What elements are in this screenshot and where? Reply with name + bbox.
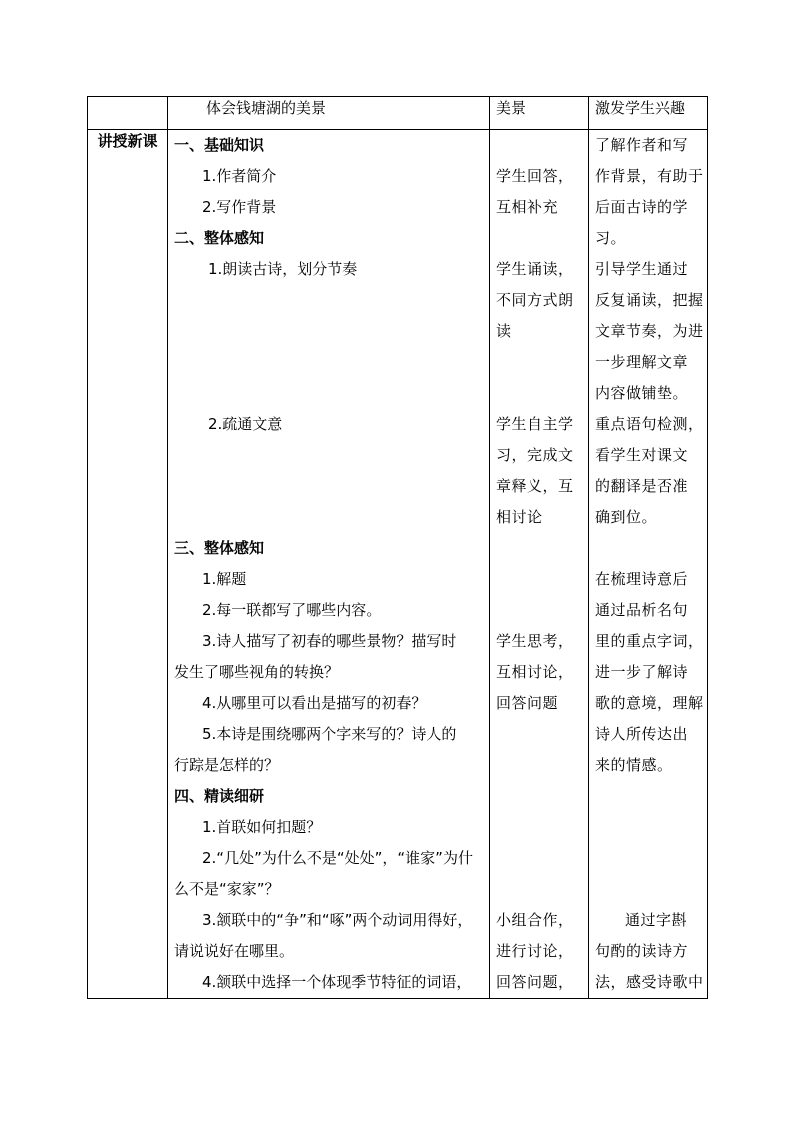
student-activity-line: 学生诵读，	[496, 260, 574, 278]
purpose-line: 句酌的读诗方	[595, 942, 689, 960]
student-activity-line: 相讨论	[496, 508, 543, 526]
purpose-line: 的翻译是否准	[595, 477, 689, 495]
list-item: 2.疏通文意	[208, 415, 283, 433]
student-activity-line: 互相讨论，	[496, 663, 574, 681]
student-activity-line: 学生自主学	[496, 415, 574, 433]
header-cell-purpose: 激发学生兴趣	[589, 97, 708, 130]
list-item: 4.颔联中选择一个体现季节特征的词语，	[202, 973, 472, 991]
purpose-line: 在梳理诗意后	[595, 570, 689, 588]
stage-label: 讲授新课	[88, 130, 168, 999]
list-item: 2.“几处”为什么不是“处处”，“谁家”为什	[202, 849, 473, 867]
student-activity-line: 小组合作，	[496, 911, 574, 929]
list-item: 1.解题	[202, 570, 247, 588]
student-activity-line: 回答问题	[496, 694, 559, 712]
student-activity-line: 习，完成文	[496, 446, 574, 464]
header-cell-content: 体会钱塘湖的美景	[168, 97, 490, 130]
purpose-line: 文章节奏，为进	[595, 322, 704, 340]
header-cell-student: 美景	[490, 97, 589, 130]
section-heading: 四、精读细研	[174, 787, 265, 805]
list-item-continued: 发生了哪些视角的转换？	[174, 663, 340, 681]
student-activity-line: 读	[496, 322, 512, 340]
list-item: 3.颔联中的“争”和“啄”两个动词用得好，	[202, 911, 473, 929]
purpose-line: 习。	[595, 229, 627, 247]
purpose-line: 歌的意境，理解	[595, 694, 704, 712]
purpose-line: 法，感受诗歌中	[595, 973, 704, 991]
list-item-continued: 么不是“家家”？	[174, 880, 280, 898]
table-row	[88, 130, 708, 999]
purpose-line: 作背景，有助于	[595, 167, 704, 185]
purpose-line: 反复诵读，把握	[595, 291, 704, 309]
student-activity-line: 学生回答，	[496, 167, 574, 185]
list-item: 4.从哪里可以看出是描写的初春？	[202, 694, 427, 712]
section-heading: 三、整体感知	[174, 539, 265, 557]
student-activity-line: 学生思考，	[496, 632, 574, 650]
list-item-continued: 请说说好在哪里。	[174, 942, 295, 960]
purpose-line: 来的情感。	[595, 756, 673, 774]
header-cell-stage	[88, 97, 168, 130]
table-header-row	[88, 97, 708, 130]
purpose-line: 重点语句检测，	[595, 415, 704, 433]
list-item: 3.诗人描写了初春的哪些景物？描写时	[202, 632, 457, 650]
section-heading: 二、整体感知	[174, 229, 265, 247]
design-purpose-cell	[589, 130, 708, 999]
list-item: 1.朗读古诗，划分节奏	[208, 260, 358, 278]
list-item-continued: 行踪是怎样的？	[174, 756, 280, 774]
purpose-line: 了解作者和写	[595, 136, 689, 154]
student-activity-line: 章释义，互	[496, 477, 574, 495]
purpose-line: 通过品析名句	[595, 601, 689, 619]
student-activity-line: 不同方式朗	[496, 291, 574, 309]
purpose-line: 进一步了解诗	[595, 663, 689, 681]
student-activity-line: 互相补充	[496, 198, 559, 216]
purpose-line: 引导学生通过	[595, 260, 689, 278]
purpose-line: 一步理解文章	[595, 353, 689, 371]
purpose-line: 确到位。	[595, 508, 658, 526]
student-activity-line: 进行讨论，	[496, 942, 574, 960]
section-heading: 一、基础知识	[174, 136, 265, 154]
list-item: 5.本诗是围绕哪两个字来写的？诗人的	[202, 725, 457, 743]
purpose-line: 内容做铺垫。	[595, 384, 689, 402]
student-activity-cell	[490, 130, 589, 999]
list-item: 2.写作背景	[202, 198, 277, 216]
purpose-line: 通过字斟	[625, 911, 688, 929]
list-item: 2.每一联都写了哪些内容。	[202, 601, 382, 619]
purpose-line: 看学生对课文	[595, 446, 689, 464]
list-item: 1.作者简介	[202, 167, 277, 185]
purpose-line: 后面古诗的学	[595, 198, 689, 216]
purpose-line: 里的重点字词，	[595, 632, 704, 650]
student-activity-line: 回答问题，	[496, 973, 574, 991]
list-item: 1.首联如何扣题？	[202, 818, 322, 836]
purpose-line: 诗人所传达出	[595, 725, 689, 743]
lesson-plan-table	[87, 96, 708, 999]
teaching-content-cell	[168, 130, 490, 999]
